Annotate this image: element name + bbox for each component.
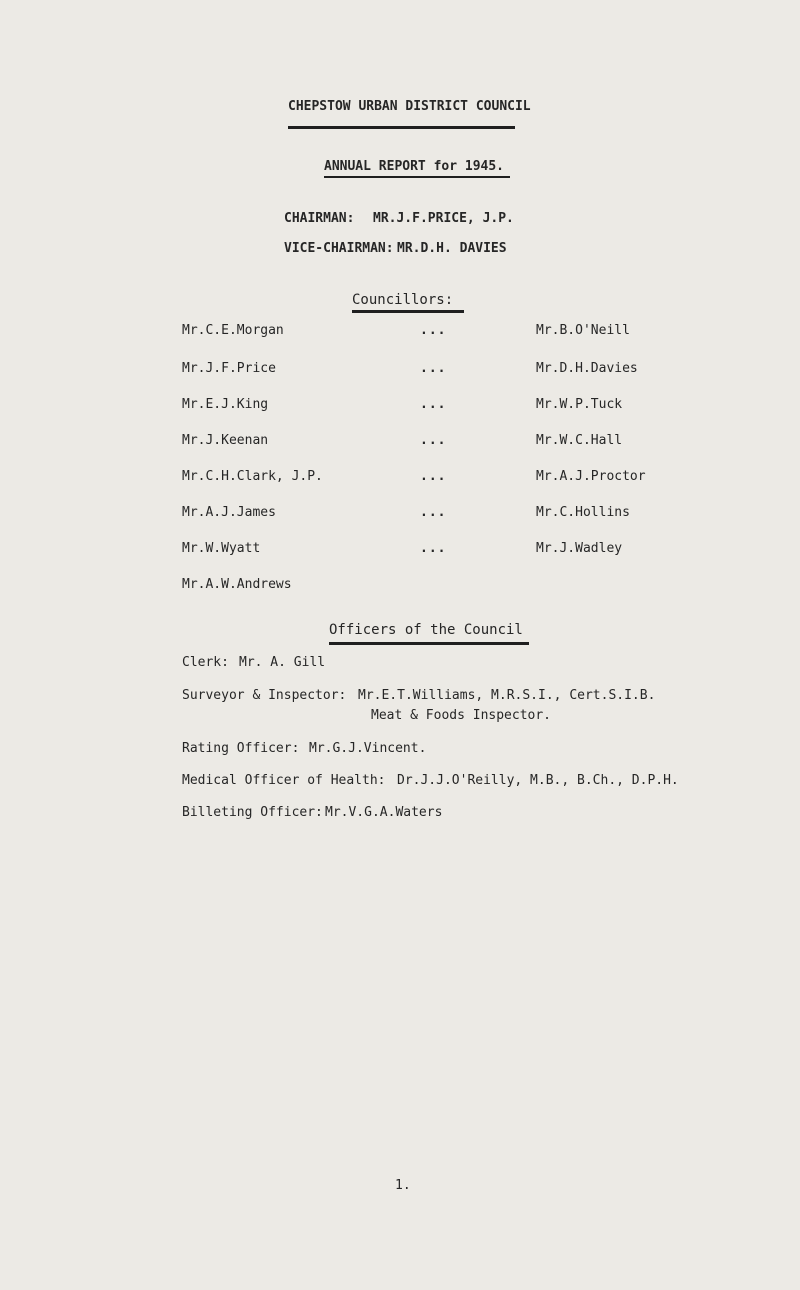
councillor-left: Mr.J.Keenan xyxy=(182,433,269,448)
council-title: CHEPSTOW URBAN DISTRICT COUNCIL xyxy=(288,99,531,114)
clerk-label: Clerk: xyxy=(182,655,229,670)
surveyor-label: Surveyor & Inspector: xyxy=(182,688,347,703)
councillor-right: Mr.J.Wadley xyxy=(536,541,623,556)
councillor-right: Mr.D.H.Davies xyxy=(536,361,638,376)
councillor-right: Mr.A.J.Proctor xyxy=(536,469,646,484)
clerk-name: Mr. A. Gill xyxy=(239,655,326,670)
councillors-heading-underline xyxy=(352,310,464,313)
surveyor-extra: Meat & Foods Inspector. xyxy=(371,708,552,723)
medical-officer-name: Dr.J.J.O'Reilly, M.B., B.Ch., D.P.H. xyxy=(397,773,679,788)
billeting-officer-label: Billeting Officer: xyxy=(182,805,323,820)
billeting-officer-name: Mr.V.G.A.Waters xyxy=(325,805,443,820)
councillor-left: Mr.A.W.Andrews xyxy=(182,577,292,592)
vice-chairman-label: VICE-CHAIRMAN: xyxy=(284,241,394,256)
row-separator: ... xyxy=(420,323,447,338)
council-title-underline xyxy=(288,126,515,129)
councillor-right: Mr.B.O'Neill xyxy=(536,323,630,338)
councillor-left: Mr.C.E.Morgan xyxy=(182,323,284,338)
officers-heading-underline xyxy=(329,642,529,645)
row-separator: ... xyxy=(420,433,447,448)
councillor-left: Mr.E.J.King xyxy=(182,397,269,412)
page-number: 1. xyxy=(395,1178,411,1193)
councillor-right: Mr.C.Hollins xyxy=(536,505,630,520)
report-title-underline xyxy=(324,176,510,178)
row-separator: ... xyxy=(420,361,447,376)
councillor-left: Mr.A.J.James xyxy=(182,505,276,520)
councillors-heading: Councillors: xyxy=(352,292,454,308)
row-separator: ... xyxy=(420,397,447,412)
row-separator: ... xyxy=(420,505,447,520)
report-title: ANNUAL REPORT for 1945. xyxy=(324,159,505,174)
vice-chairman-name: MR.D.H. DAVIES xyxy=(397,241,507,256)
medical-officer-label: Medical Officer of Health: xyxy=(182,773,386,788)
rating-officer-label: Rating Officer: xyxy=(182,741,300,756)
councillor-right: Mr.W.C.Hall xyxy=(536,433,623,448)
councillor-left: Mr.C.H.Clark, J.P. xyxy=(182,469,323,484)
chairman-label: CHAIRMAN: xyxy=(284,211,355,226)
councillor-left: Mr.J.F.Price xyxy=(182,361,276,376)
rating-officer-name: Mr.G.J.Vincent. xyxy=(309,741,427,756)
councillor-right: Mr.W.P.Tuck xyxy=(536,397,623,412)
chairman-name: MR.J.F.PRICE, J.P. xyxy=(373,211,514,226)
row-separator: ... xyxy=(420,541,447,556)
row-separator: ... xyxy=(420,469,447,484)
councillor-left: Mr.W.Wyatt xyxy=(182,541,261,556)
officers-heading: Officers of the Council xyxy=(329,622,523,638)
surveyor-name: Mr.E.T.Williams, M.R.S.I., Cert.S.I.B. xyxy=(358,688,656,703)
